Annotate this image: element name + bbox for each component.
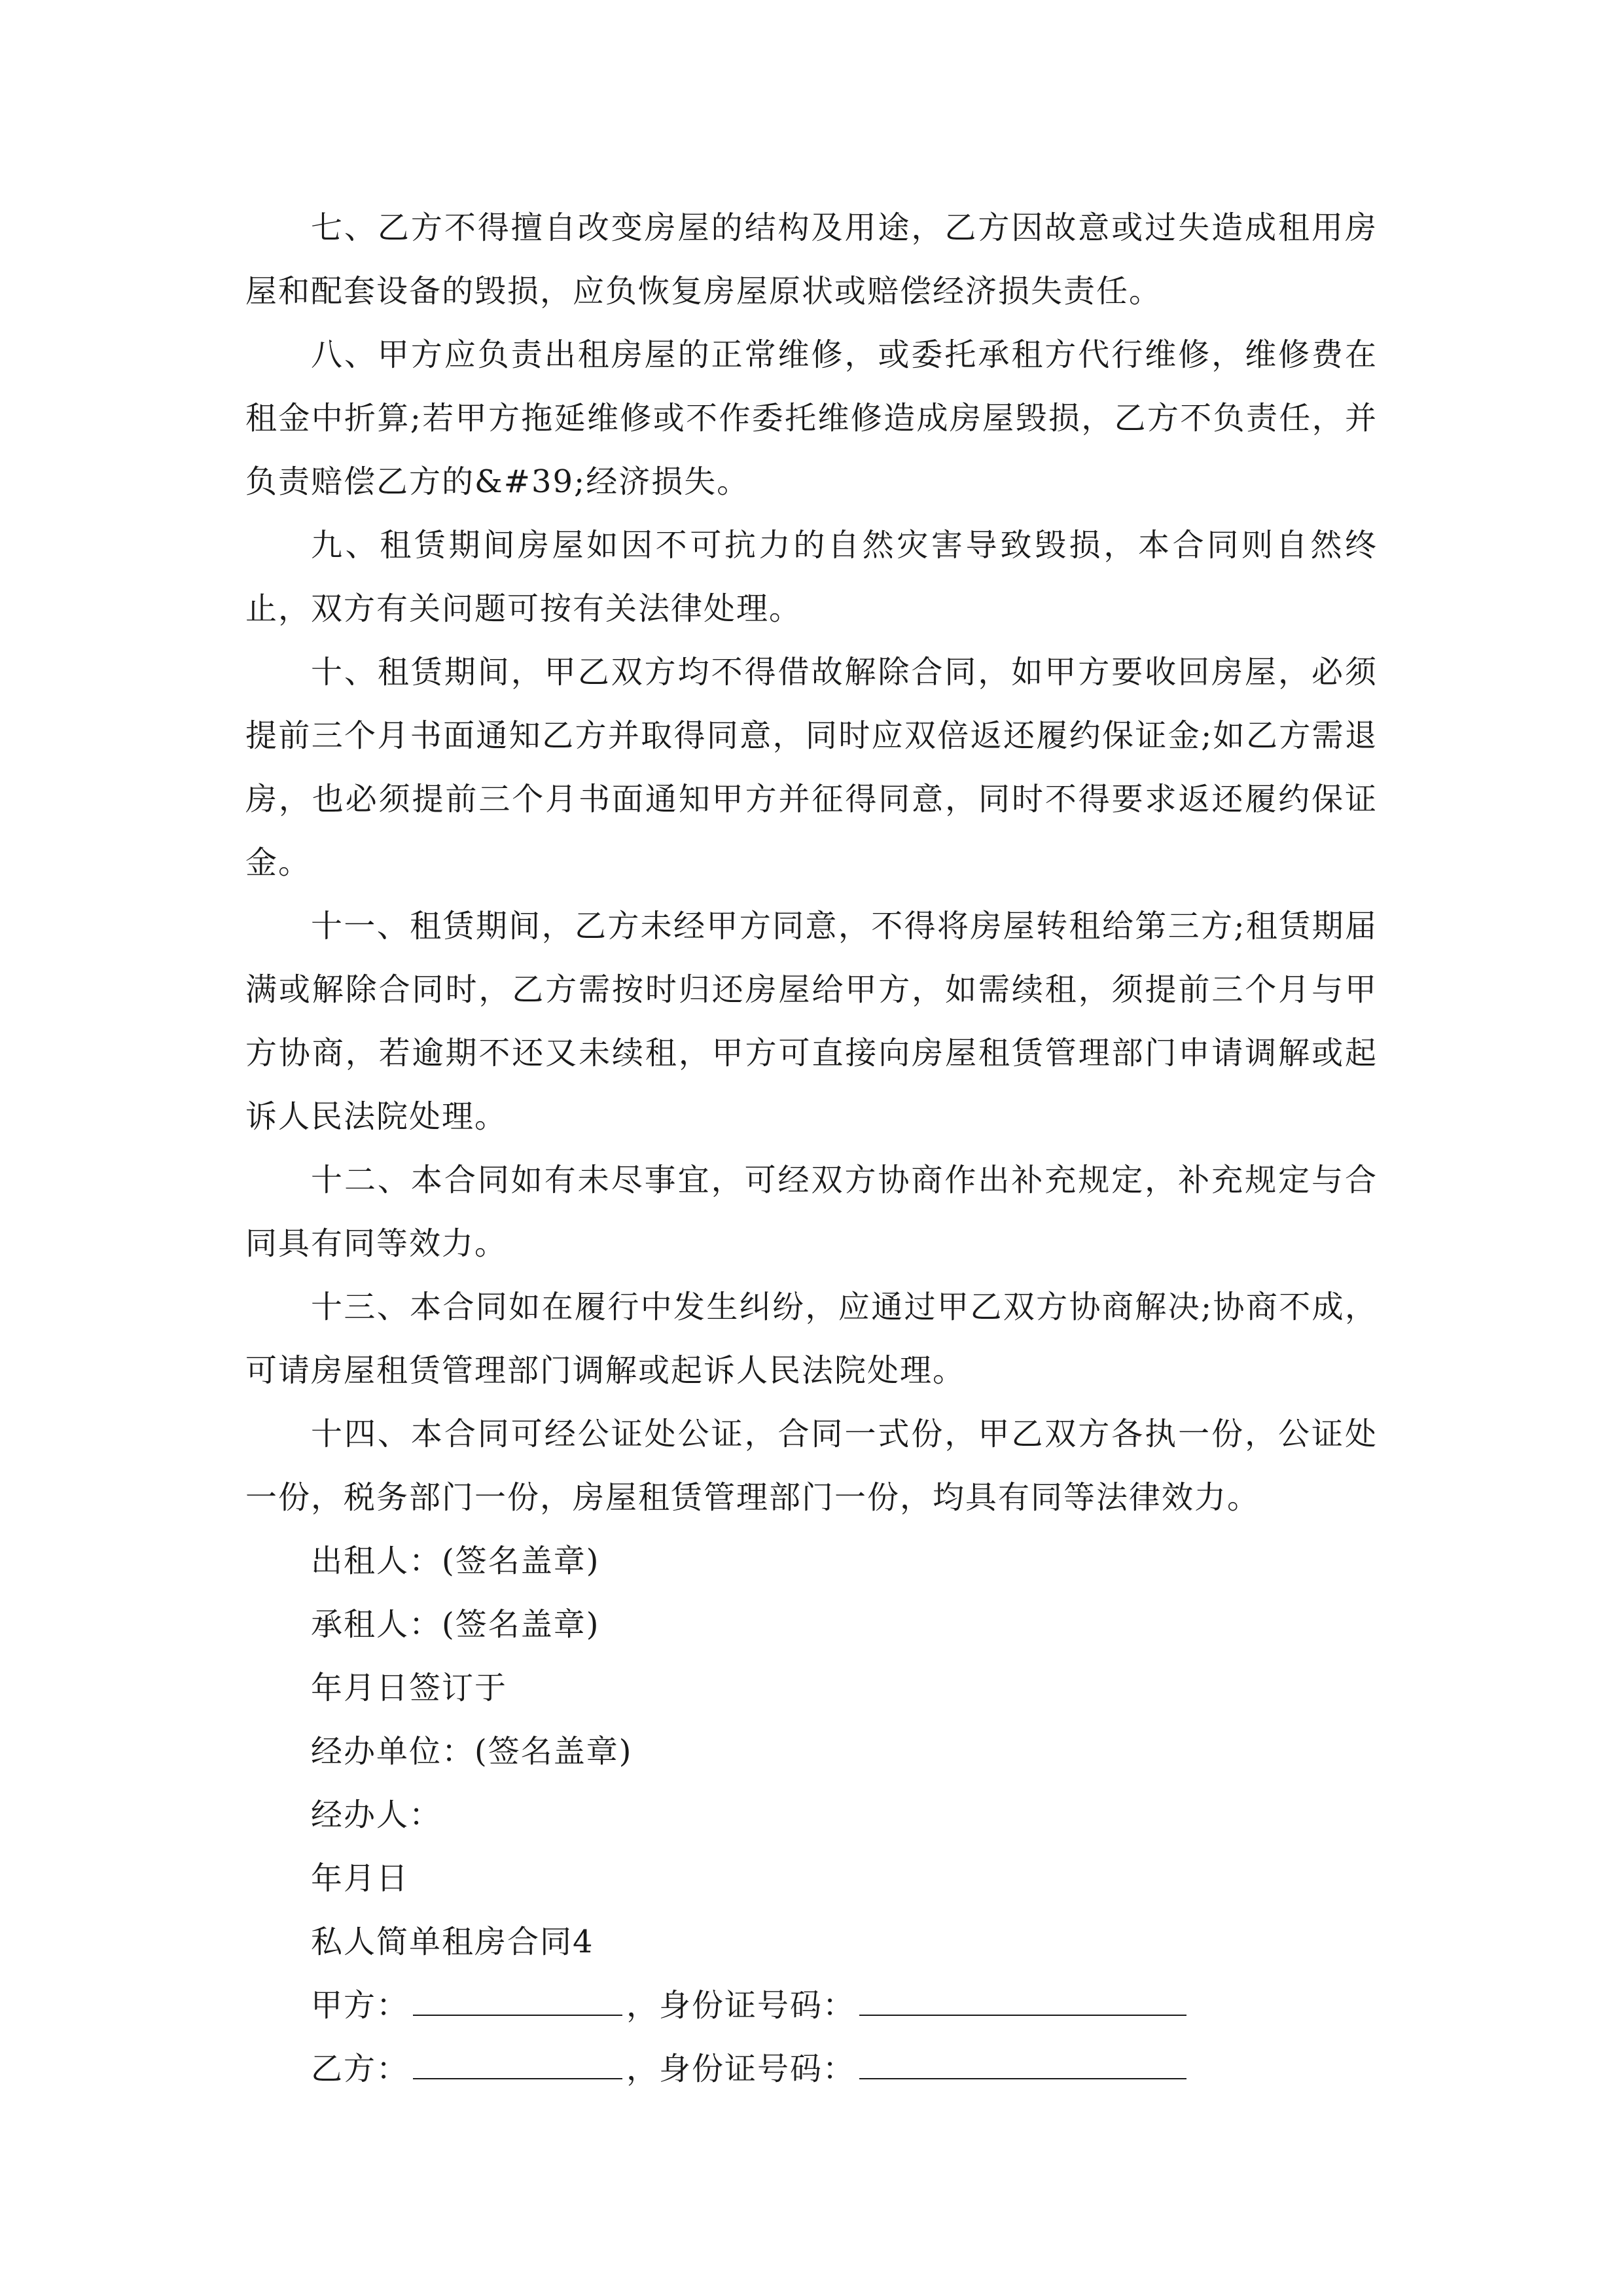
- lessee-signature: 承租人：(签名盖章): [311, 1606, 600, 1643]
- contract-body: [245, 196, 1378, 2101]
- party-b-id-label: ，身份证号码：: [626, 2051, 856, 2087]
- party-a-row: [245, 1974, 1378, 2037]
- signed-at: 年月日签订于: [311, 1670, 508, 1706]
- clause-14: 十四、本合同可经公证处公证，合同一式份，甲乙双方各执一份，公证处一份，税务部门一份，房屋租赁管理部门一份，均具有同等法律效力。: [245, 1416, 1378, 1516]
- signature-date: 年月日: [311, 1860, 410, 1897]
- clause-13: 十三、本合同如在履行中发生纠纷，应通过甲乙双方协商解决;协商不成，可请房屋租赁管理部门调解或起诉人民法院处理。: [245, 1289, 1378, 1389]
- handler-signature: 经办人：: [311, 1797, 442, 1833]
- party-a-name-blank[interactable]: [413, 1988, 622, 2016]
- clause-8: 八、甲方应负责出租房屋的正常维修，或委托承租方代行维修，维修费在租金中折算;若甲方拖延维修或不作委托维修造成房屋毁损，乙方不负责任，并负责赔偿乙方的&#39;经济损失。: [245, 336, 1378, 500]
- clause-12: 十二、本合同如有未尽事宜，可经双方协商作出补充规定，补充规定与合同具有同等效力。: [245, 1162, 1378, 1262]
- lessor-signature: 出租人：(签名盖章): [311, 1543, 600, 1579]
- party-a-label: 甲方：: [311, 1987, 410, 2024]
- party-b-row: [245, 2037, 1378, 2101]
- clause-10: 十、租赁期间，甲乙双方均不得借故解除合同，如甲方要收回房屋，必须提前三个月书面通知乙方并取得同意，同时应双倍返还履约保证金;如乙方需退房，也必须提前三个月书面通知甲方并征得同意，同时不得要求返还履约保证金。: [245, 654, 1378, 881]
- clause-11: 十一、租赁期间，乙方未经甲方同意，不得将房屋转租给第三方;租赁期届满或解除合同时，乙方需按时归还房屋给甲方，如需续租，须提前三个月与甲方协商，若逾期不还又未续租，甲方可直接向房屋租赁管理部门申请调解或起诉人民法院处理。: [245, 908, 1378, 1135]
- clause-9: 九、租赁期间房屋如因不可抗力的自然灾害导致毁损，本合同则自然终止，双方有关问题可按有关法律处理。: [245, 527, 1378, 627]
- party-b-id-blank[interactable]: [859, 2052, 1186, 2079]
- party-a-id-blank[interactable]: [859, 1988, 1186, 2016]
- next-contract-title: 私人简单租房合同4: [311, 1924, 594, 1960]
- agency-signature: 经办单位：(签名盖章): [311, 1733, 633, 1770]
- party-b-name-blank[interactable]: [413, 2052, 622, 2079]
- party-b-label: 乙方：: [311, 2051, 410, 2087]
- clause-7: 七、乙方不得擅自改变房屋的结构及用途，乙方因故意或过失造成租用房屋和配套设备的毁损，应负恢复房屋原状或赔偿经济损失责任。: [245, 209, 1378, 310]
- party-a-id-label: ，身份证号码：: [626, 1987, 856, 2024]
